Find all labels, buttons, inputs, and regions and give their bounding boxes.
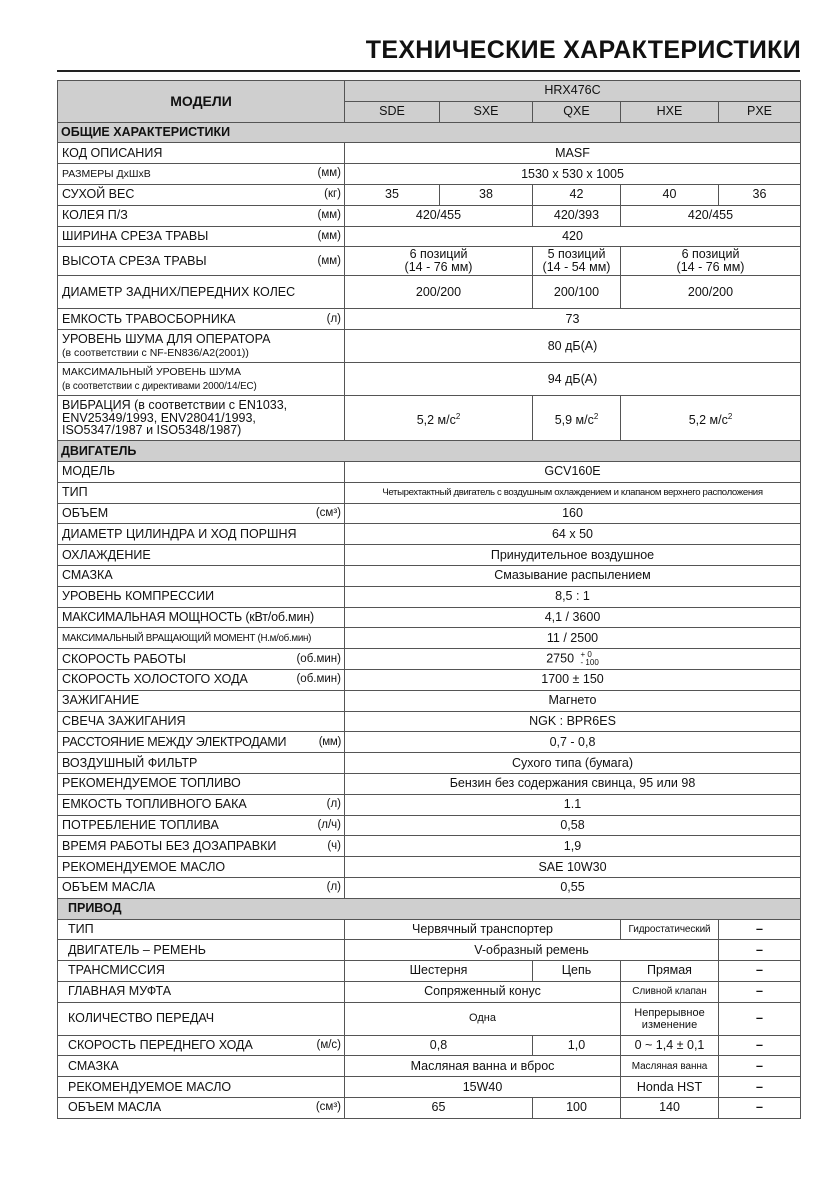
row-label: РАССТОЯНИЕ МЕЖДУ ЭЛЕКТРОДАМИ bbox=[62, 734, 287, 749]
row-value: 0 ~ 1,4 ± 0,1 bbox=[621, 1035, 719, 1056]
table-row bbox=[58, 309, 801, 330]
table-row bbox=[58, 565, 801, 586]
row-value: 11 / 2500 bbox=[345, 628, 801, 649]
table-row bbox=[58, 461, 801, 482]
row-unit: (мм) bbox=[317, 209, 341, 222]
model-name: HRX476C bbox=[345, 81, 801, 102]
dash-cell: – bbox=[719, 981, 801, 1002]
table-row bbox=[58, 773, 801, 794]
row-value: 2750 bbox=[546, 651, 575, 666]
row-value: Прямая bbox=[621, 961, 719, 982]
row-value: 73 bbox=[345, 309, 801, 330]
row-value: изменение bbox=[641, 1018, 698, 1031]
table-row bbox=[58, 1002, 801, 1035]
row-value: 420/393 bbox=[533, 205, 621, 226]
row-value: SAE 10W30 bbox=[345, 857, 801, 878]
row-value: 420/455 bbox=[621, 205, 801, 226]
row-unit: (м/с) bbox=[316, 1039, 341, 1052]
row-label: КОД ОПИСАНИЯ bbox=[58, 143, 345, 164]
row-value: 5,9 м/с bbox=[554, 412, 594, 427]
table-row bbox=[58, 545, 801, 566]
row-label: ОБЪЕМ МАСЛА bbox=[62, 880, 156, 895]
table-row bbox=[58, 877, 801, 898]
row-value: 0,7 - 0,8 bbox=[345, 732, 801, 753]
row-value: Червячный транспортер bbox=[345, 919, 621, 940]
row-value: (14 - 76 мм) bbox=[676, 260, 745, 275]
row-value: GCV160E bbox=[345, 461, 801, 482]
row-value: 100 bbox=[533, 1098, 621, 1119]
row-value: 1,0 bbox=[533, 1035, 621, 1056]
row-unit: (мм) bbox=[317, 254, 341, 267]
row-value: Непрерывное bbox=[634, 1006, 705, 1019]
weight-pxe: 36 bbox=[719, 184, 801, 205]
row-unit: (л) bbox=[326, 881, 341, 894]
row-label: СКОРОСТЬ ХОЛОСТОГО ХОДА bbox=[62, 672, 248, 687]
table-row bbox=[58, 815, 801, 836]
tolerance-plus: + 0 bbox=[580, 650, 592, 660]
row-value: 140 bbox=[621, 1098, 719, 1119]
table-row bbox=[58, 164, 801, 185]
row-label: ЕМКОСТЬ ТРАВОСБОРНИКА bbox=[62, 311, 236, 326]
row-label: ГЛАВНАЯ МУФТА bbox=[58, 981, 345, 1002]
row-unit: (см³) bbox=[315, 506, 341, 519]
superscript: 2 bbox=[727, 411, 733, 421]
row-unit: (ч) bbox=[327, 839, 341, 852]
superscript: 2 bbox=[455, 411, 461, 421]
table-row bbox=[58, 940, 801, 961]
row-value: Сопряженный конус bbox=[345, 981, 621, 1002]
row-unit: (л/ч) bbox=[317, 818, 341, 831]
table-row bbox=[58, 794, 801, 815]
row-value: Масляная ванна bbox=[621, 1056, 719, 1077]
table-row bbox=[58, 732, 801, 753]
row-value: 5 позиций bbox=[547, 247, 606, 262]
row-value: 15W40 bbox=[345, 1077, 621, 1098]
superscript: 2 bbox=[593, 411, 599, 421]
row-value: 80 дБ(А) bbox=[345, 330, 801, 363]
table-row bbox=[58, 857, 801, 878]
table-row bbox=[58, 836, 801, 857]
dash-cell: – bbox=[719, 940, 801, 961]
row-value: 0,55 bbox=[345, 877, 801, 898]
row-label: ВЫСОТА СРЕЗА ТРАВЫ bbox=[62, 253, 207, 268]
row-label: ТИП bbox=[58, 482, 345, 503]
row-value: 6 позиций bbox=[681, 247, 740, 262]
row-value: 1700 ± 150 bbox=[345, 669, 801, 690]
row-value: 4,1 / 3600 bbox=[345, 607, 801, 628]
row-value: 200/200 bbox=[621, 276, 801, 309]
row-value: 5,2 м/с bbox=[688, 412, 728, 427]
row-label: ПОТРЕБЛЕНИЕ ТОПЛИВА bbox=[62, 817, 219, 832]
table-row bbox=[58, 226, 801, 247]
table-row bbox=[58, 649, 801, 670]
table-row bbox=[58, 482, 801, 503]
row-value: 200/100 bbox=[533, 276, 621, 309]
row-label: МАКСИМАЛЬНЫЙ ВРАЩАЮЩИЙ МОМЕНТ (Н.м/об.мин) bbox=[58, 628, 345, 649]
row-unit: (л) bbox=[326, 312, 341, 325]
table-row bbox=[58, 1077, 801, 1098]
row-value: 200/200 bbox=[345, 276, 533, 309]
table-row bbox=[58, 330, 801, 363]
row-value: 420 bbox=[345, 226, 801, 247]
row-label: ОХЛАЖДЕНИЕ bbox=[58, 545, 345, 566]
row-label: ВРЕМЯ РАБОТЫ БЕЗ ДОЗАПРАВКИ bbox=[62, 838, 277, 853]
variant-sde: SDE bbox=[345, 101, 440, 122]
dash-cell: – bbox=[719, 1035, 801, 1056]
tolerance-minus: - 100 bbox=[580, 658, 599, 668]
row-unit: (мм) bbox=[317, 167, 341, 180]
row-label: ОБЪЕМ МАСЛА bbox=[68, 1100, 162, 1115]
row-value: Сухого типа (бумага) bbox=[345, 753, 801, 774]
row-label: ШИРИНА СРЕЗА ТРАВЫ bbox=[62, 228, 209, 243]
row-unit: (мм) bbox=[318, 735, 341, 748]
variant-pxe: PXE bbox=[719, 101, 801, 122]
dash-cell: – bbox=[719, 1098, 801, 1119]
row-unit: (см³) bbox=[315, 1101, 341, 1114]
row-label: КОЛИЧЕСТВО ПЕРЕДАЧ bbox=[58, 1002, 345, 1035]
dash-cell: – bbox=[719, 1002, 801, 1035]
row-value: 6 позиций bbox=[409, 247, 468, 262]
row-label: МАКСИМАЛЬНАЯ МОЩНОСТЬ (кВт/об.мин) bbox=[58, 607, 345, 628]
variant-hxe: HXE bbox=[621, 101, 719, 122]
row-value: V-образный ремень bbox=[345, 940, 719, 961]
row-label: РАЗМЕРЫ ДхШхВ bbox=[62, 168, 151, 181]
row-value: Принудительное воздушное bbox=[345, 545, 801, 566]
row-value: (14 - 76 мм) bbox=[404, 260, 473, 275]
row-label: ЕМКОСТЬ ТОПЛИВНОГО БАКА bbox=[62, 797, 247, 812]
section-engine: ДВИГАТЕЛЬ bbox=[58, 441, 801, 462]
row-value: (14 - 54 мм) bbox=[542, 260, 611, 275]
row-value: Honda HST bbox=[621, 1077, 719, 1098]
dash-cell: – bbox=[719, 1056, 801, 1077]
row-value: 64 x 50 bbox=[345, 524, 801, 545]
row-value: Одна bbox=[345, 1002, 621, 1035]
row-label: ДВИГАТЕЛЬ – РЕМЕНЬ bbox=[58, 940, 345, 961]
row-label: УРОВЕНЬ ШУМА ДЛЯ ОПЕРАТОРА bbox=[62, 331, 271, 346]
table-row bbox=[58, 753, 801, 774]
row-label: СКОРОСТЬ РАБОТЫ bbox=[62, 651, 186, 666]
row-label: ISO5347/1987 и ISO5348/1987) bbox=[62, 423, 242, 438]
row-label: ЗАЖИГАНИЕ bbox=[58, 690, 345, 711]
row-label: ENV25349/1993, ENV28041/1993, bbox=[62, 410, 256, 425]
row-label: РЕКОМЕНДУЕМОЕ МАСЛО bbox=[58, 1077, 345, 1098]
table-row bbox=[58, 247, 801, 276]
weight-qxe: 42 bbox=[533, 184, 621, 205]
table-row bbox=[58, 669, 801, 690]
models-header: МОДЕЛИ bbox=[58, 81, 345, 123]
table-row bbox=[58, 919, 801, 940]
table-row bbox=[58, 961, 801, 982]
table-row bbox=[58, 711, 801, 732]
row-unit: (кг) bbox=[324, 188, 341, 201]
table-row bbox=[58, 276, 801, 309]
row-value: Бензин без содержания свинца, 95 или 98 bbox=[345, 773, 801, 794]
row-value: Четырехтактный двигатель с воздушным охлаждением и клапаном верхнего расположения bbox=[345, 482, 801, 503]
row-value: 160 bbox=[345, 503, 801, 524]
row-value: MASF bbox=[345, 143, 801, 164]
row-value: Смазывание распылением bbox=[345, 565, 801, 586]
row-label: КОЛЕЯ П/З bbox=[62, 208, 128, 223]
row-value: Шестерня bbox=[345, 961, 533, 982]
dash-cell: – bbox=[719, 961, 801, 982]
table-row bbox=[58, 363, 801, 396]
table-row bbox=[58, 690, 801, 711]
row-value: Магнето bbox=[345, 690, 801, 711]
row-label: ТИП bbox=[58, 919, 345, 940]
row-label: ВИБРАЦИЯ (в соответствии с EN1033, bbox=[62, 398, 288, 413]
table-row bbox=[58, 184, 801, 205]
table-row bbox=[58, 503, 801, 524]
row-label: ВОЗДУШНЫЙ ФИЛЬТР bbox=[58, 753, 345, 774]
row-label: ДИАМЕТР ЦИЛИНДРА И ХОД ПОРШНЯ bbox=[58, 524, 345, 545]
row-label: СУХОЙ ВЕС bbox=[62, 187, 135, 202]
row-value: Гидростатический bbox=[621, 919, 719, 940]
weight-hxe: 40 bbox=[621, 184, 719, 205]
dash-cell: – bbox=[719, 919, 801, 940]
row-value: Масляная ванна и вброс bbox=[345, 1056, 621, 1077]
row-value: 1,9 bbox=[345, 836, 801, 857]
row-label: МОДЕЛЬ bbox=[58, 461, 345, 482]
row-unit: (об.мин) bbox=[296, 652, 341, 665]
row-label: СМАЗКА bbox=[58, 565, 345, 586]
dash-cell: – bbox=[719, 1077, 801, 1098]
row-label: СКОРОСТЬ ПЕРЕДНЕГО ХОДА bbox=[68, 1038, 253, 1053]
row-sublabel: (в соответствии с директивами 2000/14/ЕС) bbox=[62, 381, 257, 393]
row-value: 5,2 м/с bbox=[416, 412, 456, 427]
row-value: NGK : BPR6ES bbox=[345, 711, 801, 732]
weight-sde: 35 bbox=[345, 184, 440, 205]
table-row bbox=[58, 396, 801, 441]
variant-sxe: SXE bbox=[440, 101, 533, 122]
row-value: 65 bbox=[345, 1098, 533, 1119]
row-value: Сливной клапан bbox=[621, 981, 719, 1002]
table-row bbox=[58, 1056, 801, 1077]
section-general: ОБЩИЕ ХАРАКТЕРИСТИКИ bbox=[58, 122, 801, 143]
table-row bbox=[58, 607, 801, 628]
table-row bbox=[58, 205, 801, 226]
row-label: ТРАНСМИССИЯ bbox=[58, 961, 345, 982]
row-sublabel: (в соответствии с NF-EN836/A2(2001)) bbox=[62, 346, 249, 359]
row-label: СМАЗКА bbox=[58, 1056, 345, 1077]
row-label: СВЕЧА ЗАЖИГАНИЯ bbox=[58, 711, 345, 732]
row-label: РЕКОМЕНДУЕМОЕ ТОПЛИВО bbox=[58, 773, 345, 794]
row-label: ДИАМЕТР ЗАДНИХ/ПЕРЕДНИХ КОЛЕС bbox=[58, 276, 345, 309]
spec-table bbox=[57, 80, 801, 1119]
row-value: Цепь bbox=[533, 961, 621, 982]
row-value: 94 дБ(А) bbox=[345, 363, 801, 396]
table-row bbox=[58, 143, 801, 164]
row-unit: (об.мин) bbox=[296, 673, 341, 686]
row-unit: (мм) bbox=[317, 229, 341, 242]
row-unit: (л) bbox=[326, 798, 341, 811]
weight-sxe: 38 bbox=[440, 184, 533, 205]
title-rule bbox=[57, 70, 800, 72]
row-value: 0,8 bbox=[345, 1035, 533, 1056]
row-value: 1.1 bbox=[345, 794, 801, 815]
row-value: 8,5 : 1 bbox=[345, 586, 801, 607]
row-value: 1530 x 530 x 1005 bbox=[345, 164, 801, 185]
table-row bbox=[58, 628, 801, 649]
row-value: 0,58 bbox=[345, 815, 801, 836]
row-label: МАКСИМАЛЬНЫЙ УРОВЕНЬ ШУМА bbox=[62, 366, 242, 379]
table-row bbox=[58, 981, 801, 1002]
page-title: ТЕХНИЧЕСКИЕ ХАРАКТЕРИСТИКИ bbox=[365, 36, 801, 64]
section-drive: ПРИВОД bbox=[58, 898, 801, 919]
row-label: РЕКОМЕНДУЕМОЕ МАСЛО bbox=[58, 857, 345, 878]
table-row bbox=[58, 524, 801, 545]
row-value: 420/455 bbox=[345, 205, 533, 226]
table-row bbox=[58, 586, 801, 607]
row-label: ОБЪЕМ bbox=[62, 505, 109, 520]
table-row bbox=[58, 1098, 801, 1119]
table-row bbox=[58, 1035, 801, 1056]
variant-qxe: QXE bbox=[533, 101, 621, 122]
row-label: УРОВЕНЬ КОМПРЕССИИ bbox=[58, 586, 345, 607]
